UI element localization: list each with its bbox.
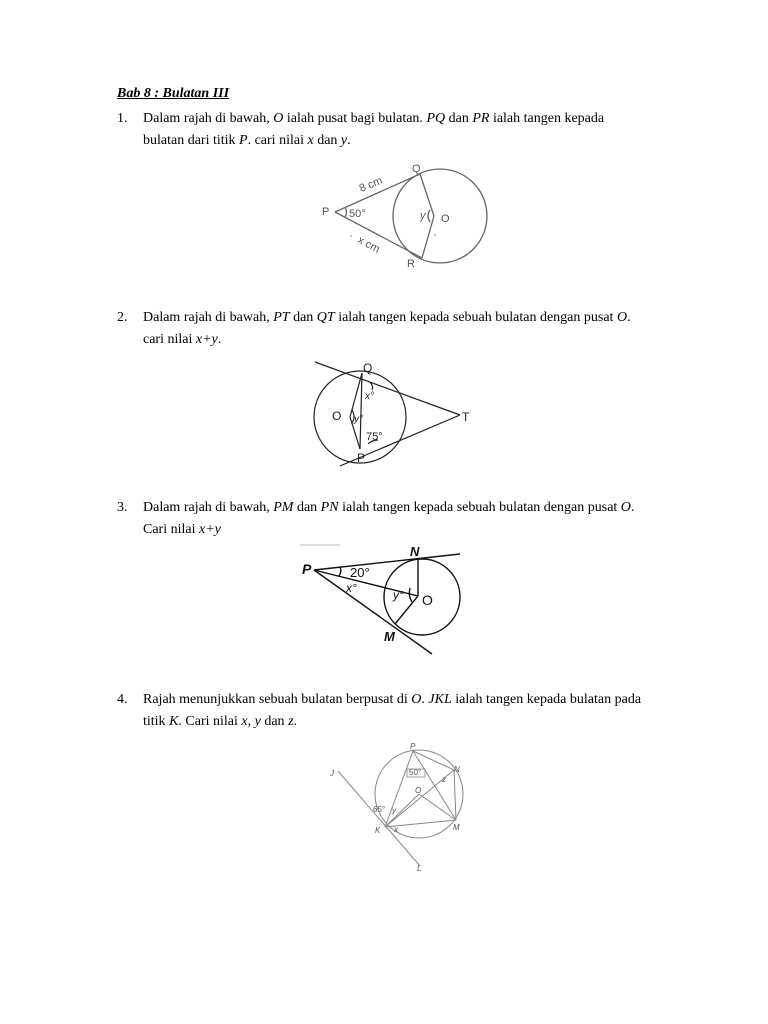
text-segment: Dalam rajah di bawah, xyxy=(143,500,274,515)
label-p: P xyxy=(322,206,330,218)
text-segment: cari nilai xyxy=(143,332,196,347)
label-y: y° xyxy=(354,414,363,425)
text-segment: Dalam rajah di bawah, xyxy=(143,111,274,126)
label-o: O xyxy=(332,409,342,423)
question-line xyxy=(143,689,641,711)
label-m: M xyxy=(384,629,395,644)
tangent-qt xyxy=(315,362,460,415)
label-r: R xyxy=(407,258,415,270)
text-segment: . xyxy=(627,310,631,325)
question-line xyxy=(143,307,631,329)
label-n: N xyxy=(454,765,460,774)
text-segment: . Cari nilai xyxy=(178,714,242,729)
label-o: O xyxy=(415,786,422,795)
math-symbol: PT xyxy=(273,310,290,325)
label-angle: 75° xyxy=(366,431,383,443)
label-l: L xyxy=(417,864,422,873)
math-symbol: O xyxy=(616,310,628,325)
text-segment: dan xyxy=(445,111,473,126)
figure-4 xyxy=(325,742,475,874)
text-segment: bulatan dari titik xyxy=(143,133,240,148)
label-t: T xyxy=(462,410,470,424)
math-symbol: x+y xyxy=(195,332,218,347)
angle-arc xyxy=(428,210,430,222)
circle xyxy=(393,169,487,263)
question-text xyxy=(143,108,604,152)
question-line xyxy=(143,108,604,130)
text-segment: ialah tangen kepada bulatan pada xyxy=(451,692,642,707)
text-segment: . xyxy=(217,332,222,347)
label-q: Q xyxy=(363,361,373,375)
label-x: x° xyxy=(346,581,357,595)
tangent-pm xyxy=(314,570,432,654)
tangent-jkl xyxy=(338,771,420,866)
question-number: 2. xyxy=(117,310,128,325)
radius-or xyxy=(422,216,434,258)
text-segment: Dalam rajah di bawah, xyxy=(143,310,274,325)
label-pq-length: 8 cm xyxy=(357,174,385,195)
question-line xyxy=(143,711,641,733)
question-line xyxy=(143,497,634,519)
math-symbol: PQ xyxy=(426,111,446,126)
text-segment: Cari nilai xyxy=(143,522,199,537)
math-symbol: z xyxy=(288,714,294,729)
text-segment: titik xyxy=(143,714,170,729)
text-segment: ialah tangen kepada sebuah bulatan dengan pusat xyxy=(338,500,621,515)
text-segment: ialah tangen kepada xyxy=(489,111,605,126)
text-segment: . xyxy=(347,133,351,148)
text-segment: . xyxy=(421,692,429,707)
math-symbol: y xyxy=(254,714,261,729)
label-pr-length: x cm xyxy=(355,234,382,256)
question-line xyxy=(143,329,631,351)
label-z: z xyxy=(442,775,446,784)
label-y: y xyxy=(392,806,396,815)
math-symbol: PN xyxy=(320,500,339,515)
question-line xyxy=(143,130,604,152)
label-m: M xyxy=(453,823,460,832)
math-symbol: x xyxy=(241,714,248,729)
question-text xyxy=(143,307,631,351)
label-x: x° xyxy=(365,391,374,402)
figure-1 xyxy=(305,160,505,270)
text-segment: ialah pusat bagi bulatan. xyxy=(283,111,427,126)
text-segment: . xyxy=(630,500,635,515)
text-segment: dan xyxy=(313,133,341,148)
question-line xyxy=(143,519,634,541)
math-symbol: P xyxy=(239,133,248,148)
text-segment: dan xyxy=(260,714,289,729)
label-o: O xyxy=(422,592,433,608)
label-k: K xyxy=(375,826,381,835)
math-symbol: x+y xyxy=(199,522,221,537)
math-symbol: O xyxy=(620,500,631,515)
math-symbol: x xyxy=(307,133,314,148)
text-segment: , xyxy=(247,714,255,729)
math-symbol: K xyxy=(169,714,179,729)
question-number: 4. xyxy=(117,692,128,707)
text-segment: . cari nilai xyxy=(247,133,308,148)
label-p: P xyxy=(410,742,416,751)
text-segment: ialah tangen kepada sebuah bulatan dengan pusat xyxy=(334,310,617,325)
text-segment: Rajah menunjukkan sebuah bulatan berpusat di xyxy=(143,692,412,707)
question-number: 1. xyxy=(117,111,128,126)
label-y: y xyxy=(420,210,426,222)
angle-arc xyxy=(345,207,347,217)
text-segment: dan xyxy=(293,500,321,515)
label-angle: 50° xyxy=(349,208,366,220)
math-symbol: PR xyxy=(472,111,490,126)
angle-arc xyxy=(339,567,341,576)
label-p: P xyxy=(302,561,312,577)
chapter-title: Bab 8 : Bulatan III xyxy=(117,86,230,101)
label-y: y° xyxy=(393,588,404,602)
label-q: Q xyxy=(412,163,421,175)
radius-om xyxy=(419,794,456,820)
chord-qp xyxy=(360,373,362,449)
math-symbol: JKL xyxy=(428,692,452,707)
label-angle: 20° xyxy=(350,565,370,580)
label-o: O xyxy=(441,213,450,225)
math-symbol: O xyxy=(411,692,422,707)
label-angle-50: 50° xyxy=(409,768,422,777)
label-p: P xyxy=(357,451,366,465)
question-number: 3. xyxy=(117,500,128,515)
chord-nm xyxy=(454,770,456,820)
label-j: J xyxy=(330,769,334,778)
math-symbol: QT xyxy=(316,310,335,325)
math-symbol: y xyxy=(340,133,348,148)
label-n: N xyxy=(410,544,420,559)
text-segment: . xyxy=(293,714,298,729)
math-symbol: PM xyxy=(273,500,294,515)
text-segment: dan xyxy=(289,310,317,325)
question-text xyxy=(143,689,641,733)
math-symbol: O xyxy=(273,111,284,126)
label-angle-65: 65° xyxy=(373,805,386,814)
label-x: x xyxy=(394,825,398,834)
radius-ok xyxy=(385,794,419,827)
figure-2 xyxy=(300,360,490,470)
figure-3 xyxy=(300,544,465,654)
question-text xyxy=(143,497,634,541)
